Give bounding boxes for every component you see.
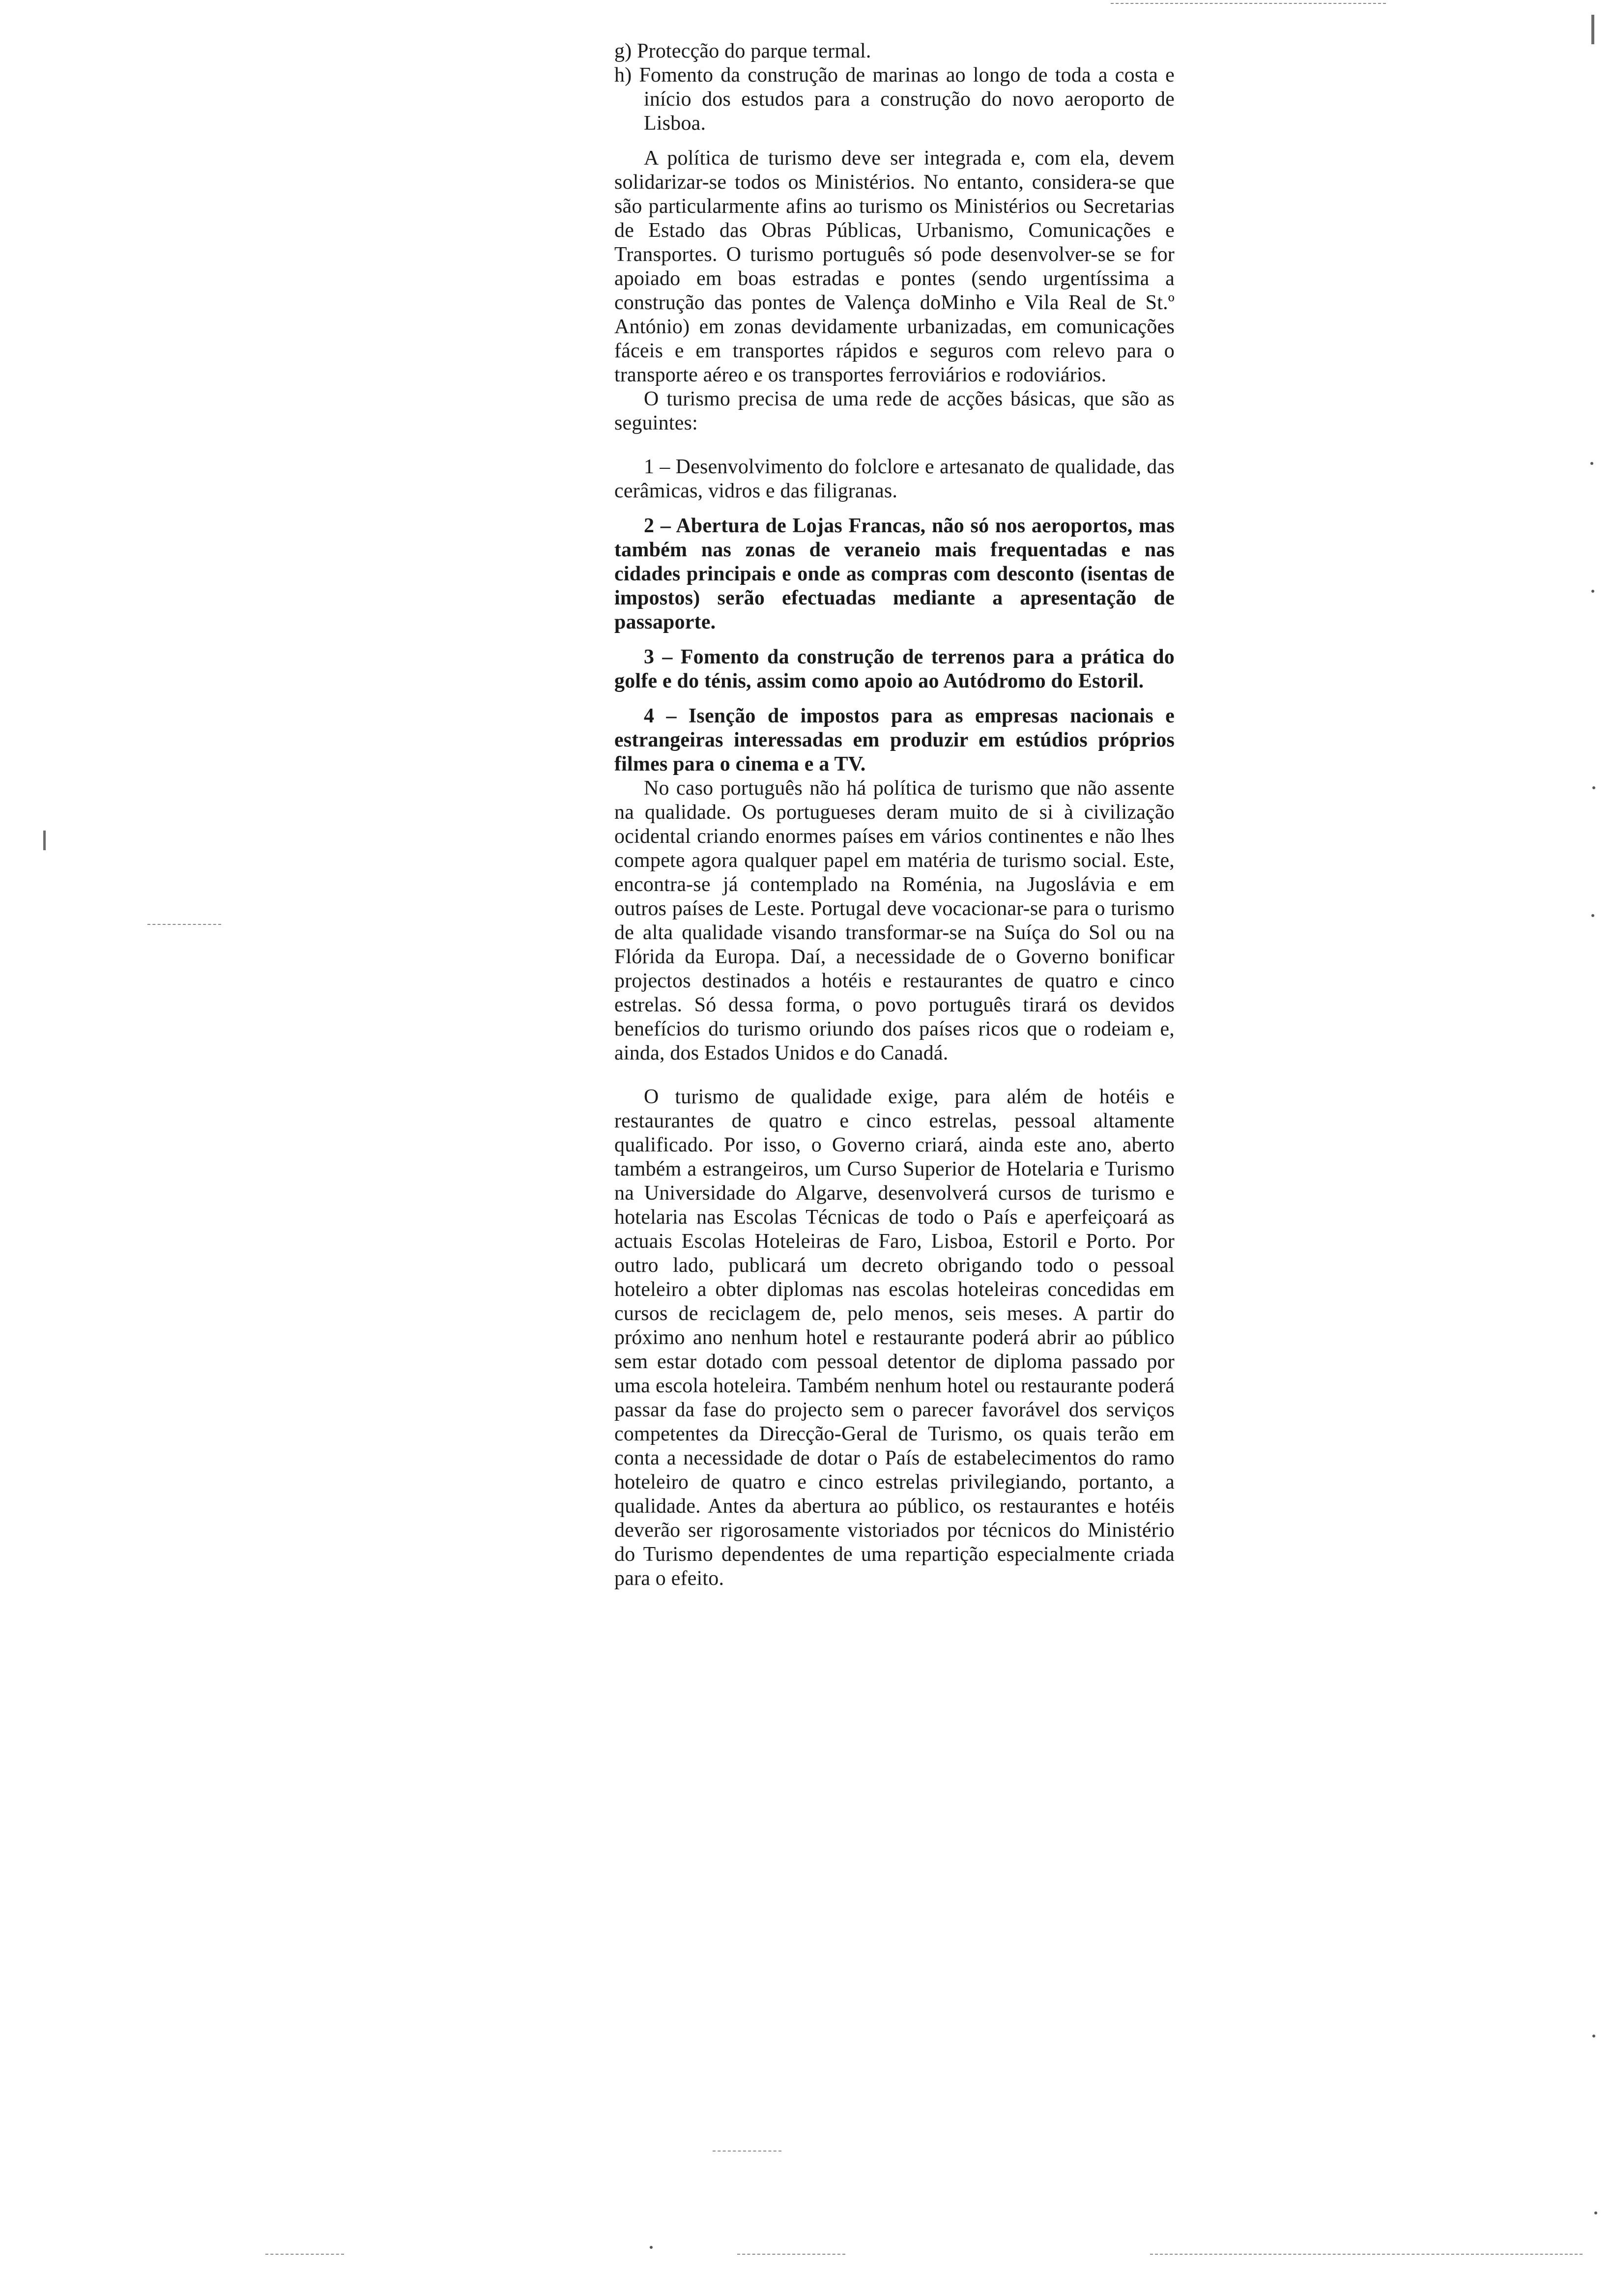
scan-speck (1594, 2211, 1597, 2214)
scan-speck (1591, 914, 1594, 917)
scan-speck (650, 2246, 653, 2249)
numbered-item-4: 4 – Isenção de impostos para as empresas nacionais e estrangeiras interessadas em produzir em estúdios próprios filmes para o cinema e a TV. (614, 705, 1175, 775)
scan-artifact-bottom-left (265, 2254, 344, 2255)
scan-artifact-bottom-mid (737, 2254, 845, 2255)
list-item-g: g) Protecção do parque termal. (614, 40, 871, 62)
numbered-item-2: 2 – Abertura de Lojas Francas, não só nos aeroportos, mas também nas zonas de veraneio mais frequentadas e nas cidades principais e onde as compras com desconto (isentas de impostos) serão efectuadas mediante a apresentação de passaporte. (614, 515, 1175, 633)
scan-artifact-left-bracket (43, 831, 46, 850)
scan-speck (1592, 786, 1595, 789)
list-item-h: h) Fomento da construção de marinas ao longo de toda a costa e início dos estudos para a construção do novo aeroporto de Lisboa. (614, 64, 1175, 135)
paragraph-policy: A política de turismo deve ser integrada e, com ela, devem solidarizar-se todos os Ministérios. No entanto, considera-se que são particularmente afins ao turismo os Ministérios ou Secretarias de Estado das Obras Públicas, Urbanismo, Comunicações e Transportes. O turismo português só pode desenvolver-se se for apoiado em boas estradas e pontes (sendo urgentíssima a construção das pontes de Valença doMinho e Vila Real de St.º António) em zonas devidamente urbanizadas, em comunicações fáceis e em transportes rápidos e seguros com relevo para o transporte aéreo e os transportes ferroviários e rodoviários. (614, 147, 1175, 386)
scan-speck (1592, 2035, 1595, 2038)
paragraph-basic-actions: O turismo precisa de uma rede de acções básicas, que são as seguintes: (614, 388, 1175, 434)
scan-artifact-bottom-line (1150, 2254, 1583, 2255)
scan-speck (1590, 462, 1593, 465)
scan-artifact-left-dash (147, 924, 221, 925)
numbered-item-3: 3 – Fomento da construção de terrenos para a prática do golfe e do ténis, assim como apoio ao Autódromo do Estoril. (614, 646, 1175, 692)
text-column (614, 39, 1175, 1591)
scan-artifact-top-right (1111, 3, 1386, 4)
paragraph-training: O turismo de qualidade exige, para além de hotéis e restaurantes de quatro e cinco estrelas, pessoal altamente qualificado. Por isso, o Governo criará, ainda este ano, aberto também a estrangeiros, um Curso Superior de Hotelaria e Turismo na Universidade do Algarve, desenvolverá cursos de turismo e hotelaria nas Escolas Técnicas de todo o País e aperfeiçoará as actuais Escolas Hoteleiras de Faro, Lisboa, Estoril e Porto. Por outro lado, publicará um decreto obrigando todo o pessoal hoteleiro a obter diplomas nas escolas hoteleiras concedidas em cursos de reciclagem de, pelo menos, seis meses. A partir do próximo ano nenhum hotel e restaurante poderá abrir ao público sem estar dotado com pessoal detentor de diploma passado por uma escola hoteleira. Também nenhum hotel ou restaurante poderá passar da fase do projecto sem o parecer favorável dos serviços competentes da Direcção-Geral de Turismo, os quais terão em conta a necessidade de dotar o País de estabelecimentos do ramo hoteleiro de quatro e cinco estrelas privilegiando, portanto, a qualidade. Antes da abertura ao público, os restaurantes e hotéis deverão ser rigorosamente vistoriados por técnicos do Ministério do Turismo dependentes de uma repartição especialmente criada para o efeito. (614, 1086, 1175, 1590)
scan-artifact-right-mark (1591, 15, 1594, 44)
scan-speck (1591, 590, 1594, 593)
scan-artifact-below-text (713, 2151, 781, 2152)
paragraph-quality-policy: No caso português não há política de turismo que não assente na qualidade. Os portugueses deram muito de si à civilização ocidental criando enormes países em vários continentes e não lhes compete agora qualquer papel em matéria de turismo social. Este, encontra-se já contemplado na Roménia, na Jugoslávia e em outros países de Leste. Portugal deve vocacionar-se para o turismo de alta qualidade visando transformar-se na Suíça do Sol ou na Flórida da Europa. Daí, a necessidade de o Governo bonificar projectos destinados a hotéis e restaurantes de quatro e cinco estrelas. Só dessa forma, o povo português tirará os devidos benefícios do turismo oriundo dos países ricos que o rodeiam e, ainda, dos Estados Unidos e do Canadá. (614, 777, 1175, 1064)
numbered-item-1: 1 – Desenvolvimento do folclore e artesanato de qualidade, das cerâmicas, vidros e das filigranas. (614, 456, 1175, 502)
